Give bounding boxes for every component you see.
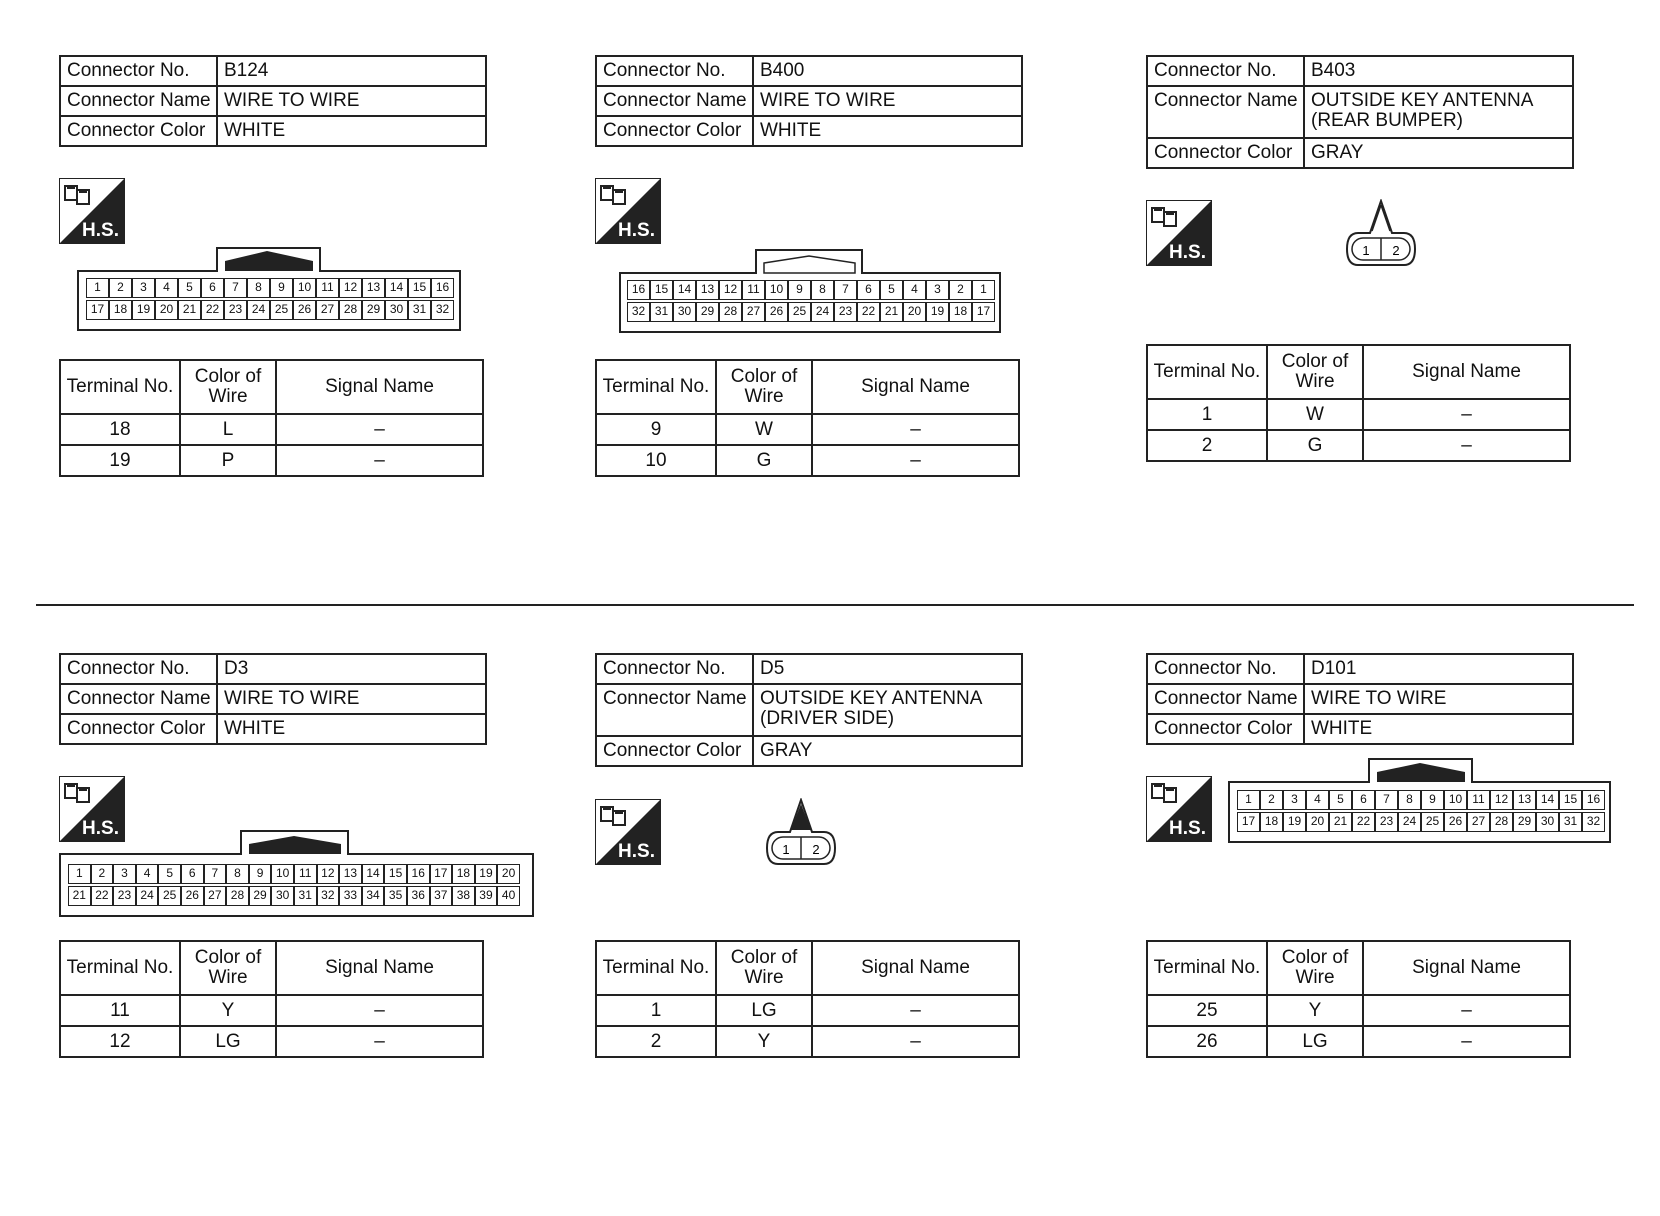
- hs-label: H.S.: [82, 818, 119, 839]
- connector-name-line2: (DRIVER SIDE): [760, 708, 895, 729]
- connector-color-value: WHITE: [1304, 714, 1573, 744]
- connector-color-label: Connector Color: [1147, 714, 1304, 744]
- pin-cell: 8: [1398, 790, 1421, 810]
- signal-name-cell: –: [812, 445, 1019, 476]
- pin-cell: 7: [204, 864, 227, 884]
- pin-cell: 4: [136, 864, 159, 884]
- terminal-no-cell: 25: [1147, 995, 1267, 1026]
- pin-cell: 13: [339, 864, 362, 884]
- pin-cell: 18: [452, 864, 475, 884]
- color-of-wire-line1: Color of: [194, 366, 262, 387]
- pin-cell: 16: [1582, 790, 1605, 810]
- pin-cell: 16: [407, 864, 430, 884]
- terminal-no-cell: 2: [1147, 430, 1267, 461]
- color-of-wire-line2: Wire: [208, 967, 248, 988]
- hs-label: H.S.: [618, 841, 655, 862]
- pin-cell: 10: [765, 280, 788, 300]
- connector-name-label: Connector Name: [1147, 86, 1304, 138]
- signal-name-cell: –: [1363, 399, 1570, 430]
- pin-cell: 26: [293, 300, 316, 320]
- connector-no-value: B124: [217, 56, 486, 86]
- connector-color-value: WHITE: [217, 116, 486, 146]
- hs-label: H.S.: [82, 220, 119, 241]
- terminal-no-header: Terminal No.: [60, 360, 180, 414]
- terminal-no-cell: 18: [60, 414, 180, 445]
- pin-cell: 20: [903, 302, 926, 322]
- pin-cell: 7: [1375, 790, 1398, 810]
- pin-cell: 15: [650, 280, 673, 300]
- pin-cell: 17: [430, 864, 453, 884]
- pin-cell: 24: [811, 302, 834, 322]
- pin-cell: 28: [226, 886, 249, 906]
- connector-name-value: WIRE TO WIRE: [217, 86, 486, 116]
- table-row: [60, 995, 483, 1026]
- terminal-no-cell: 1: [596, 995, 716, 1026]
- table-row: [1147, 1026, 1570, 1057]
- color-of-wire-header: [716, 360, 812, 414]
- pin-cell: 7: [224, 278, 247, 298]
- table-row: [60, 445, 483, 476]
- pin-cell: 12: [317, 864, 340, 884]
- signal-name-cell: –: [276, 445, 483, 476]
- connector-name-value: WIRE TO WIRE: [753, 86, 1022, 116]
- color-of-wire-header: [716, 941, 812, 995]
- pin-cell: 27: [742, 302, 765, 322]
- pin-cell: 33: [339, 886, 362, 906]
- signal-name-cell: –: [276, 414, 483, 445]
- pin-cell: 13: [362, 278, 385, 298]
- pin-cell: 1: [972, 280, 995, 300]
- wire-color-cell: P: [180, 445, 276, 476]
- terminal-no-cell: 1: [1147, 399, 1267, 430]
- two-pin-connector-outline: [764, 798, 838, 866]
- wire-color-cell: L: [180, 414, 276, 445]
- terminal-table: [595, 940, 1020, 1058]
- pin-label: 1: [1362, 243, 1370, 258]
- pin-cell: 12: [1490, 790, 1513, 810]
- pin-cell: 31: [650, 302, 673, 322]
- signal-name-cell: –: [1363, 995, 1570, 1026]
- pin-cell: 4: [155, 278, 178, 298]
- wire-color-cell: LG: [1267, 1026, 1363, 1057]
- signal-name-cell: –: [812, 414, 1019, 445]
- table-row: [596, 414, 1019, 445]
- pin-cell: 22: [91, 886, 114, 906]
- pin-cell: 14: [1536, 790, 1559, 810]
- table-row: [1147, 430, 1570, 461]
- pin-cell: 29: [1513, 812, 1536, 832]
- pin-cell: 5: [1329, 790, 1352, 810]
- signal-name-cell: –: [1363, 430, 1570, 461]
- pin-cell: 4: [1306, 790, 1329, 810]
- connector-no-value: D101: [1304, 654, 1573, 684]
- pin-cell: 38: [452, 886, 475, 906]
- color-of-wire-header: [180, 941, 276, 995]
- pin-cell: 18: [1260, 812, 1283, 832]
- color-of-wire-line2: Wire: [1295, 371, 1335, 392]
- pin-cell: 1: [1237, 790, 1260, 810]
- connector-no-label: Connector No.: [1147, 654, 1304, 684]
- connector-name-label: Connector Name: [1147, 684, 1304, 714]
- pin-cell: 29: [696, 302, 719, 322]
- pin-cell: 28: [339, 300, 362, 320]
- pin-cell: 29: [249, 886, 272, 906]
- pin-cell: 30: [1536, 812, 1559, 832]
- wire-color-cell: G: [716, 445, 812, 476]
- pin-cell: 9: [788, 280, 811, 300]
- pin-cell: 36: [407, 886, 430, 906]
- color-of-wire-line1: Color of: [1281, 947, 1349, 968]
- signal-name-header: Signal Name: [276, 360, 483, 414]
- pin-cell: 13: [1513, 790, 1536, 810]
- pin-cell: 15: [384, 864, 407, 884]
- terminal-table: [1146, 344, 1571, 462]
- wire-color-cell: G: [1267, 430, 1363, 461]
- pin-cell: 12: [719, 280, 742, 300]
- pin-cell: 13: [696, 280, 719, 300]
- pin-cell: 31: [294, 886, 317, 906]
- pin-cell: 10: [271, 864, 294, 884]
- hs-harness-side-icon: [595, 178, 661, 244]
- pin-cell: 17: [86, 300, 109, 320]
- wire-color-cell: LG: [716, 995, 812, 1026]
- pin-cell: 25: [788, 302, 811, 322]
- terminal-table: [1146, 940, 1571, 1058]
- pin-cell: 3: [132, 278, 155, 298]
- pin-cell: 1: [68, 864, 91, 884]
- pin-cell: 27: [204, 886, 227, 906]
- pin-cell: 23: [1375, 812, 1398, 832]
- pin-cell: 9: [249, 864, 272, 884]
- pin-cell: 21: [68, 886, 91, 906]
- terminal-no-header: Terminal No.: [596, 360, 716, 414]
- pin-row-top: [627, 280, 995, 300]
- pin-row-bottom: [1237, 812, 1605, 832]
- connector-name-line1: OUTSIDE KEY ANTENNA: [760, 688, 983, 709]
- pin-cell: 30: [271, 886, 294, 906]
- pin-cell: 26: [765, 302, 788, 322]
- pin-cell: 19: [926, 302, 949, 322]
- pin-cell: 19: [1283, 812, 1306, 832]
- pin-cell: 14: [385, 278, 408, 298]
- pin-cell: 11: [742, 280, 765, 300]
- connector-color-label: Connector Color: [596, 116, 753, 146]
- pin-cell: 32: [317, 886, 340, 906]
- pin-cell: 23: [834, 302, 857, 322]
- connector-name-line2: (REAR BUMPER): [1311, 110, 1464, 131]
- pin-cell: 3: [926, 280, 949, 300]
- pin-cell: 16: [627, 280, 650, 300]
- color-of-wire-line1: Color of: [194, 947, 262, 968]
- signal-name-header: Signal Name: [812, 360, 1019, 414]
- connector-color-value: GRAY: [1304, 138, 1573, 168]
- pin-cell: 34: [362, 886, 385, 906]
- pin-cell: 12: [339, 278, 362, 298]
- pin-cell: 10: [293, 278, 316, 298]
- connector-name-value: [1304, 86, 1573, 138]
- pin-row-bottom: [627, 302, 995, 322]
- connector-color-label: Connector Color: [60, 116, 217, 146]
- terminal-no-cell: 10: [596, 445, 716, 476]
- connector-name-value: [753, 684, 1022, 736]
- connector-info-table: [1146, 55, 1574, 169]
- color-of-wire-line1: Color of: [730, 366, 798, 387]
- pin-cell: 21: [880, 302, 903, 322]
- pin-cell: 6: [201, 278, 224, 298]
- pin-cell: 11: [316, 278, 339, 298]
- pin-cell: 8: [811, 280, 834, 300]
- pin-cell: 24: [247, 300, 270, 320]
- connector-name-label: Connector Name: [60, 86, 217, 116]
- pin-cell: 20: [497, 864, 520, 884]
- hs-label: H.S.: [618, 220, 655, 241]
- pin-cell: 19: [132, 300, 155, 320]
- terminal-table: [59, 940, 484, 1058]
- connector-no-value: D3: [217, 654, 486, 684]
- wire-color-cell: Y: [716, 1026, 812, 1057]
- pin-cell: 17: [1237, 812, 1260, 832]
- signal-name-header: Signal Name: [276, 941, 483, 995]
- pin-cell: 40: [497, 886, 520, 906]
- pin-label: 1: [782, 842, 790, 857]
- pin-cell: 14: [673, 280, 696, 300]
- pin-cell: 8: [247, 278, 270, 298]
- pin-cell: 6: [857, 280, 880, 300]
- pin-cell: 5: [880, 280, 903, 300]
- terminal-no-cell: 9: [596, 414, 716, 445]
- pin-cell: 18: [949, 302, 972, 322]
- pin-cell: 22: [1352, 812, 1375, 832]
- pin-row-top: [68, 864, 520, 884]
- pin-cell: 5: [158, 864, 181, 884]
- pin-cell: 7: [834, 280, 857, 300]
- connector-info-table: [59, 653, 487, 745]
- pin-cell: 27: [1467, 812, 1490, 832]
- pin-cell: 6: [181, 864, 204, 884]
- wire-color-cell: Y: [180, 995, 276, 1026]
- connector-no-value: B403: [1304, 56, 1573, 86]
- connector-name-line1: OUTSIDE KEY ANTENNA: [1311, 90, 1534, 111]
- color-of-wire-header: [1267, 941, 1363, 995]
- pin-cell: 2: [949, 280, 972, 300]
- connector-no-value: B400: [753, 56, 1022, 86]
- pin-cell: 10: [1444, 790, 1467, 810]
- connector-no-label: Connector No.: [1147, 56, 1304, 86]
- color-of-wire-line1: Color of: [730, 947, 798, 968]
- pin-cell: 4: [903, 280, 926, 300]
- connector-info-table: [595, 653, 1023, 767]
- color-of-wire-line2: Wire: [744, 386, 784, 407]
- table-row: [596, 445, 1019, 476]
- pin-cell: 21: [1329, 812, 1352, 832]
- signal-name-cell: –: [276, 995, 483, 1026]
- two-pin-connector-outline: [1344, 199, 1418, 267]
- pin-cell: 2: [109, 278, 132, 298]
- pin-cell: 3: [1283, 790, 1306, 810]
- connector-no-label: Connector No.: [596, 654, 753, 684]
- table-row: [60, 414, 483, 445]
- pin-cell: 16: [431, 278, 454, 298]
- pin-cell: 23: [224, 300, 247, 320]
- pin-cell: 8: [226, 864, 249, 884]
- color-of-wire-line2: Wire: [1295, 967, 1335, 988]
- pin-cell: 26: [181, 886, 204, 906]
- color-of-wire-line1: Color of: [1281, 351, 1349, 372]
- pin-cell: 29: [362, 300, 385, 320]
- hs-label: H.S.: [1169, 818, 1206, 839]
- pin-cell: 32: [1582, 812, 1605, 832]
- pin-cell: 11: [1467, 790, 1490, 810]
- connector-color-label: Connector Color: [60, 714, 217, 744]
- hs-harness-side-icon: [595, 799, 661, 865]
- terminal-no-cell: 2: [596, 1026, 716, 1057]
- pin-row-top: [1237, 790, 1605, 810]
- signal-name-cell: –: [1363, 1026, 1570, 1057]
- terminal-no-header: Terminal No.: [1147, 345, 1267, 399]
- pin-cell: 25: [270, 300, 293, 320]
- connector-no-label: Connector No.: [60, 654, 217, 684]
- signal-name-header: Signal Name: [1363, 941, 1570, 995]
- color-of-wire-header: [180, 360, 276, 414]
- pin-cell: 15: [1559, 790, 1582, 810]
- pin-cell: 6: [1352, 790, 1375, 810]
- terminal-no-cell: 26: [1147, 1026, 1267, 1057]
- pin-cell: 1: [86, 278, 109, 298]
- connector-color-value: WHITE: [753, 116, 1022, 146]
- wire-color-cell: LG: [180, 1026, 276, 1057]
- connector-info-table: [1146, 653, 1574, 745]
- pin-row-top: [86, 278, 454, 298]
- pin-cell: 37: [430, 886, 453, 906]
- hs-harness-side-icon: [1146, 200, 1212, 266]
- pin-cell: 27: [316, 300, 339, 320]
- pin-cell: 20: [155, 300, 178, 320]
- pin-cell: 22: [201, 300, 224, 320]
- terminal-no-header: Terminal No.: [1147, 941, 1267, 995]
- pin-cell: 25: [158, 886, 181, 906]
- pin-cell: 32: [627, 302, 650, 322]
- pin-cell: 19: [475, 864, 498, 884]
- pin-label: 2: [812, 842, 820, 857]
- pin-cell: 17: [972, 302, 995, 322]
- pin-cell: 11: [294, 864, 317, 884]
- signal-name-cell: –: [812, 1026, 1019, 1057]
- wire-color-cell: Y: [1267, 995, 1363, 1026]
- pin-cell: 39: [475, 886, 498, 906]
- hs-harness-side-icon: [1146, 776, 1212, 842]
- pin-cell: 28: [719, 302, 742, 322]
- connector-name-label: Connector Name: [60, 684, 217, 714]
- connector-no-value: D5: [753, 654, 1022, 684]
- section-divider: [36, 604, 1634, 606]
- pin-cell: 25: [1421, 812, 1444, 832]
- connector-color-label: Connector Color: [1147, 138, 1304, 168]
- pin-cell: 2: [1260, 790, 1283, 810]
- connector-name-value: WIRE TO WIRE: [217, 684, 486, 714]
- pin-cell: 35: [384, 886, 407, 906]
- signal-name-cell: –: [812, 995, 1019, 1026]
- pin-cell: 20: [1306, 812, 1329, 832]
- pin-cell: 28: [1490, 812, 1513, 832]
- connector-color-value: WHITE: [217, 714, 486, 744]
- pin-cell: 3: [113, 864, 136, 884]
- hs-harness-side-icon: [59, 178, 125, 244]
- pin-cell: 21: [178, 300, 201, 320]
- hs-label: H.S.: [1169, 242, 1206, 263]
- wire-color-cell: W: [716, 414, 812, 445]
- pin-cell: 26: [1444, 812, 1467, 832]
- pin-cell: 24: [1398, 812, 1421, 832]
- table-row: [1147, 995, 1570, 1026]
- terminal-no-cell: 11: [60, 995, 180, 1026]
- terminal-table: [595, 359, 1020, 477]
- pin-cell: 23: [113, 886, 136, 906]
- color-of-wire-line2: Wire: [208, 386, 248, 407]
- pin-cell: 9: [1421, 790, 1444, 810]
- pin-cell: 15: [408, 278, 431, 298]
- terminal-no-cell: 19: [60, 445, 180, 476]
- terminal-no-header: Terminal No.: [596, 941, 716, 995]
- connector-info-table: [595, 55, 1023, 147]
- pin-cell: 14: [362, 864, 385, 884]
- connector-color-value: GRAY: [753, 736, 1022, 766]
- pin-cell: 5: [178, 278, 201, 298]
- color-of-wire-header: [1267, 345, 1363, 399]
- pin-cell: 9: [270, 278, 293, 298]
- wire-color-cell: W: [1267, 399, 1363, 430]
- pin-cell: 30: [673, 302, 696, 322]
- table-row: [60, 1026, 483, 1057]
- signal-name-cell: –: [276, 1026, 483, 1057]
- terminal-no-cell: 12: [60, 1026, 180, 1057]
- table-row: [596, 1026, 1019, 1057]
- connector-no-label: Connector No.: [60, 56, 217, 86]
- pin-label: 2: [1392, 243, 1400, 258]
- table-row: [1147, 399, 1570, 430]
- connector-name-label: Connector Name: [596, 86, 753, 116]
- connector-color-label: Connector Color: [596, 736, 753, 766]
- pin-cell: 22: [857, 302, 880, 322]
- pin-row-bottom: [86, 300, 454, 320]
- connector-no-label: Connector No.: [596, 56, 753, 86]
- pin-cell: 30: [385, 300, 408, 320]
- pin-cell: 31: [1559, 812, 1582, 832]
- pin-cell: 2: [91, 864, 114, 884]
- terminal-table: [59, 359, 484, 477]
- pin-cell: 32: [431, 300, 454, 320]
- pin-row-bottom: [68, 886, 520, 906]
- signal-name-header: Signal Name: [812, 941, 1019, 995]
- connector-name-label: Connector Name: [596, 684, 753, 736]
- table-row: [596, 995, 1019, 1026]
- signal-name-header: Signal Name: [1363, 345, 1570, 399]
- pin-cell: 24: [136, 886, 159, 906]
- terminal-no-header: Terminal No.: [60, 941, 180, 995]
- connector-name-value: WIRE TO WIRE: [1304, 684, 1573, 714]
- pin-cell: 18: [109, 300, 132, 320]
- pin-cell: 31: [408, 300, 431, 320]
- color-of-wire-line2: Wire: [744, 967, 784, 988]
